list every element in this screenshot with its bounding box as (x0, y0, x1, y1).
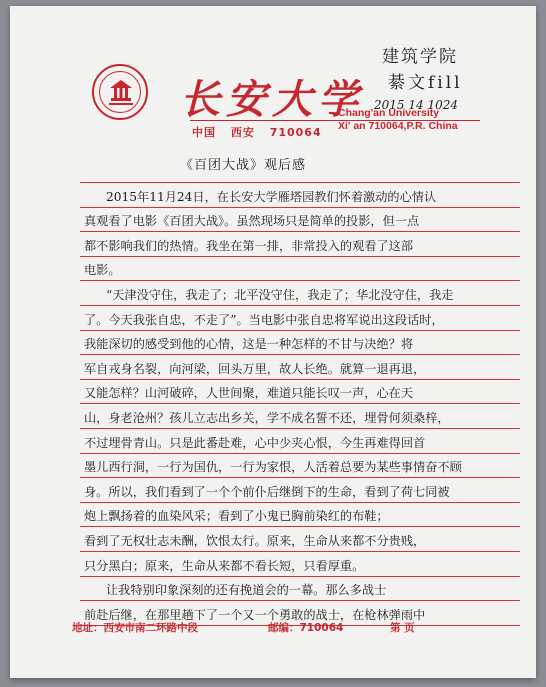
essay-line: 炮上飘扬着的血染风采；看到了小鬼已胸前染红的布鞋； (84, 509, 389, 524)
essay-line: 又能怎样？山河破碎，人世间聚，难道只能长叹一声，心在天 (84, 386, 414, 401)
essay-line: 2015年11月24日，在长安大学雁塔园教们怀着激动的心情认 (106, 189, 437, 204)
student-id-annotation: 2015 14 1024 (374, 98, 458, 112)
country-label: 中国 (192, 126, 216, 139)
name-annotation: 綦文fill (388, 73, 463, 93)
ruled-line (80, 354, 520, 355)
ruled-line (80, 330, 520, 331)
ruled-line (80, 182, 520, 183)
essay-line: 前赴后继，在那里趟下了一个又一个勇敢的战士，在枪林弹雨中 (84, 607, 426, 622)
essay-line: 了。今天我张自忠，不走了”。当电影中张自忠将军说出这段话时， (84, 312, 444, 327)
college-annotation: 建筑学院 (382, 47, 458, 67)
letter-sheet (10, 6, 536, 678)
essay-line: 只分黑白；原来，生命从来都不看长短，只看厚重。 (84, 558, 365, 573)
essay-title: 《百团大战》观后感 (180, 158, 307, 173)
ruled-line (80, 551, 520, 552)
essay-line: 看到了无权壮志未酬，饮恨太行。原来，生命从来都不分贵贱， (84, 534, 426, 548)
city-label: 西安 (230, 126, 255, 139)
ruled-line (80, 231, 520, 232)
essay-line: 山，身老沧州？孩儿立志出乡关，学不成名誓不还，埋骨何须桑梓， (84, 411, 450, 425)
essay-line: 身。所以，我们看到了一个个前仆后继倒下的生命，看到了荷七同被 (84, 484, 450, 499)
ruled-line (80, 305, 520, 306)
letterhead-location (192, 124, 332, 140)
ruled-line (80, 379, 520, 380)
essay-line: 我能深切的感受到他的心情，这是一种怎样的不甘与决绝？将 (84, 337, 414, 352)
ruled-line (80, 256, 520, 257)
ruled-line (80, 428, 520, 429)
essay-line: 让我特别印象深刻的还有挽道会的一幕。那么多战士 (106, 583, 387, 598)
footer-postcode: 邮编：710064 (268, 622, 344, 634)
essay-line: 真观看了电影《百团大战》。虽然现场只是简单的投影，但一点 (84, 214, 420, 229)
footer-address: 地址：西安市南二环路中段 (72, 622, 198, 634)
ruled-line (80, 576, 520, 577)
essay-line: 不过埋骨青山。只是此番赴难，心中少夹心恨，今生再难得回首 (84, 435, 426, 450)
english-address: Xi' an 710064,P.R. China (338, 120, 458, 132)
seal-emblem-icon (108, 78, 134, 108)
ruled-line (80, 280, 520, 281)
english-name: Chang'an University (338, 107, 440, 119)
university-seal-icon (92, 64, 148, 120)
ruled-line (80, 526, 520, 527)
essay-line: 都不影响我们的热情。我坐在第一排，非常投入的观看了这部 (84, 238, 414, 253)
essay-line: 墨儿西行洞，一行为国仇，一行为家恨，人活着总要为某些事情奋不顾 (84, 460, 462, 475)
essay-line: 电影。 (84, 263, 121, 278)
ruled-line (80, 207, 520, 208)
essay-line: 军自戎身名裂，向河梁，回头万里，故人长绝。就算一退再退， (84, 361, 426, 376)
university-name: 长安大学 (180, 76, 364, 123)
ruled-line (80, 502, 520, 503)
ruled-line (80, 477, 520, 478)
ruled-line (80, 453, 520, 454)
ruled-line (80, 600, 520, 601)
ruled-line (80, 403, 520, 404)
postcode-label: 710064 (269, 126, 322, 139)
footer-page: 第 页 (390, 622, 415, 634)
essay-line: “天津没守住，我走了；北平没守住，我走了；华北没守住，我走 (106, 288, 454, 302)
